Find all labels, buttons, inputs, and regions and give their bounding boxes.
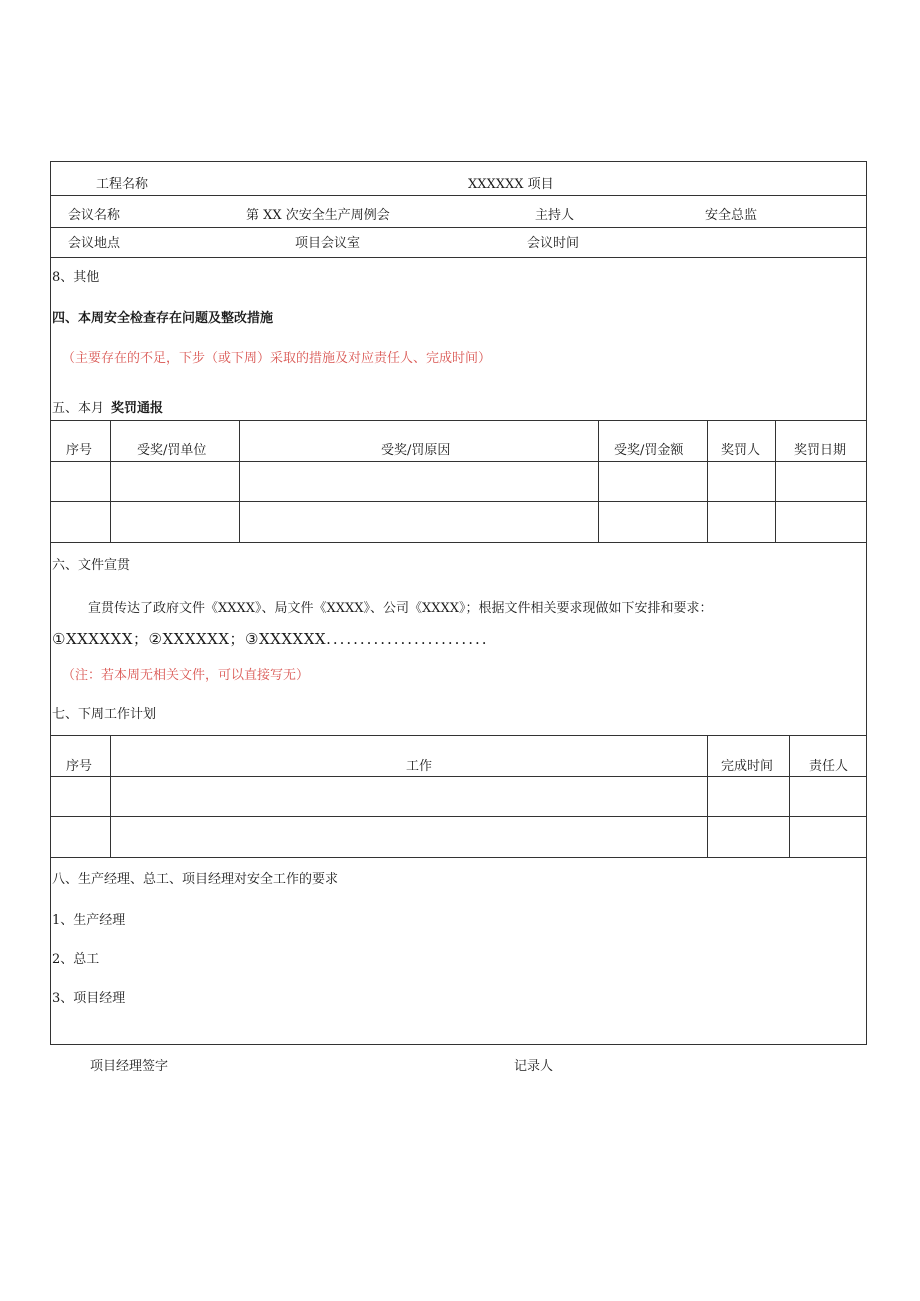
rewards-header-amount: 受奖/罚金额 <box>614 443 684 458</box>
location-label: 会议地点 <box>68 236 121 251</box>
rewards-table-bottom <box>50 542 867 543</box>
divider <box>50 257 867 258</box>
rewards-header-person: 奖罚人 <box>721 443 761 458</box>
rewards-header-no: 序号 <box>66 443 93 458</box>
section-6-text: 宣贯传达了政府文件《XXXX》、局文件《XXXX》、公司《XXXX》；根据文件相关要求现做如下安排和要求： <box>88 601 713 616</box>
host-value: 安全总监 <box>705 208 758 223</box>
rewards-table-top <box>50 420 867 421</box>
section-5-title: 奖罚通报 <box>111 401 164 416</box>
plan-header-no: 序号 <box>66 759 93 774</box>
project-label: 工程名称 <box>96 177 149 192</box>
host-label: 主持人 <box>535 208 575 223</box>
plan-header-owner: 责任人 <box>809 759 849 774</box>
rewards-col-divider <box>775 420 776 542</box>
section-8-title: 八、生产经理、总工、项目经理对安全工作的要求 <box>52 872 339 887</box>
rewards-header-date: 奖罚日期 <box>794 443 847 458</box>
plan-table-top <box>50 735 867 736</box>
divider <box>50 227 867 228</box>
rewards-col-divider <box>598 420 599 542</box>
plan-col-divider <box>789 735 790 857</box>
pm-signature-label: 项目经理签字 <box>90 1059 169 1074</box>
rewards-header-unit: 受奖/罚单位 <box>137 443 207 458</box>
project-value: XXXXXX 项目 <box>468 177 554 192</box>
plan-table-line <box>50 776 867 777</box>
section-4-note: （主要存在的不足，下步（或下周）采取的措施及对应责任人、完成时间） <box>62 351 492 366</box>
plan-table-bottom <box>50 857 867 858</box>
plan-col-divider <box>110 735 111 857</box>
section-6-note: （注：若本周无相关文件，可以直接写无） <box>62 668 310 683</box>
section-5-prefix: 五、本月 <box>52 401 105 416</box>
plan-header-deadline: 完成时间 <box>721 759 774 774</box>
location-value: 项目会议室 <box>295 236 361 251</box>
other-item: 8、其他 <box>52 270 100 285</box>
plan-header-work: 工作 <box>406 759 433 774</box>
section-4-title: 四、本周安全检查存在问题及整改措施 <box>52 311 274 326</box>
meeting-name-label: 会议名称 <box>68 208 121 223</box>
time-label: 会议时间 <box>527 236 580 251</box>
rewards-table-line <box>50 501 867 502</box>
section-8-item-project-manager: 3、项目经理 <box>52 991 126 1006</box>
section-8-item-production: 1、生产经理 <box>52 913 126 928</box>
meeting-name-value: 第 XX 次安全生产周例会 <box>246 208 390 223</box>
section-6-items <box>52 631 489 647</box>
section-7-title: 七、下周工作计划 <box>52 707 157 722</box>
rewards-col-divider <box>707 420 708 542</box>
recorder-label: 记录人 <box>514 1059 554 1074</box>
plan-table-line <box>50 816 867 817</box>
rewards-table-line <box>50 461 867 462</box>
section-6-dots: ........................ <box>326 630 489 648</box>
plan-col-divider <box>707 735 708 857</box>
rewards-header-reason: 受奖/罚原因 <box>381 443 451 458</box>
divider <box>50 195 867 196</box>
section-6-title: 六、文件宣贯 <box>52 558 131 573</box>
rewards-col-divider <box>239 420 240 542</box>
section-6-items-text: ①XXXXXX；②XXXXXX；③XXXXXX <box>52 630 327 648</box>
rewards-col-divider <box>110 420 111 542</box>
section-8-item-chief-engineer: 2、总工 <box>52 952 100 967</box>
